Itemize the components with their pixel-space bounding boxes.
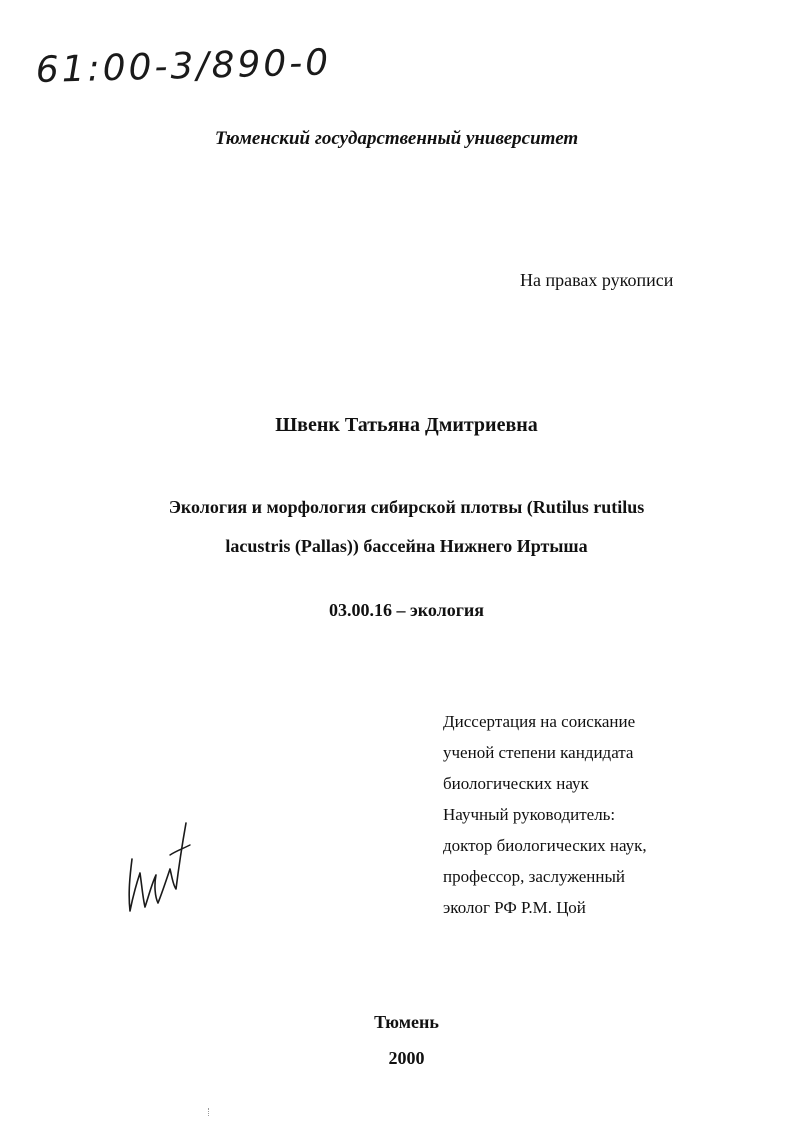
supervisor-line: доктор биологических наук, (443, 836, 647, 855)
dissertation-info-block (443, 706, 763, 923)
author-name: Швенк Татьяна Дмитриевна (275, 414, 538, 436)
title-line-2: lacustris (Pallas)) бассейна Нижнего Иртыша (225, 536, 588, 556)
supervisor-line: профессор, заслуженный (443, 867, 626, 886)
university-name: Тюменский государственный университет (214, 128, 579, 149)
supervisor-label: Научный руководитель: (443, 805, 616, 824)
city-name: Тюмень (374, 1012, 439, 1032)
dissertation-line: ученой степени кандидата (443, 743, 634, 762)
handwritten-signature-icon (118, 815, 198, 920)
scan-speck (208, 1108, 211, 1116)
rights-note: На правах рукописи (520, 270, 674, 290)
title-line-1: Экология и морфология сибирской плотвы (Rutilus rutilus (168, 497, 645, 517)
supervisor-line: эколог РФ Р.М. Цой (443, 898, 586, 917)
dissertation-title (100, 488, 713, 566)
dissertation-line: биологических наук (443, 774, 589, 793)
dissertation-line: Диссертация на соискание (443, 712, 636, 731)
handwritten-registration-code: 61:00-3/890-0 (35, 42, 332, 91)
year: 2000 (388, 1048, 425, 1068)
specialty-code: 03.00.16 – экология (328, 600, 485, 620)
